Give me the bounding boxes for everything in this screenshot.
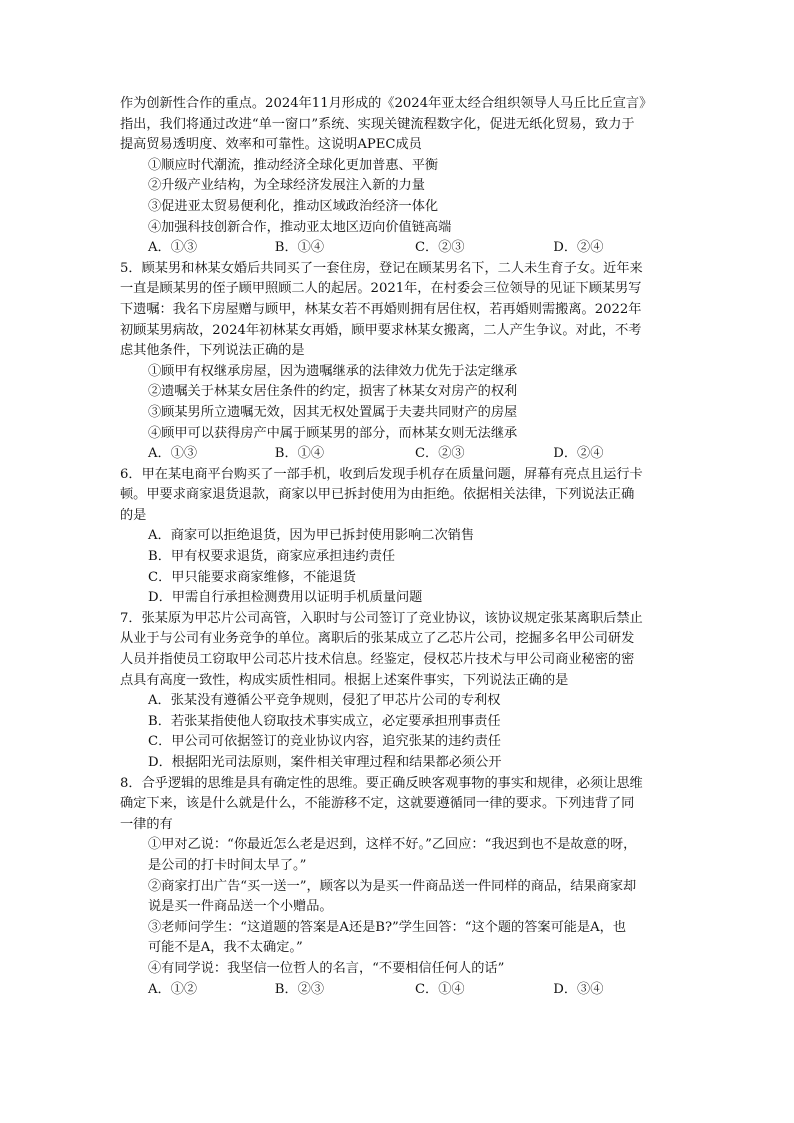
stem-line: 指出，我们将通过改进“单一窗口”系统、实现关键流程数字化，促进无纸化贸易，致力于 [120, 116, 635, 132]
choice-b: B．若张某指使他人窃取技术事实成立，必定要承担刑事责任 [148, 713, 501, 729]
exam-content [120, 94, 680, 1000]
statement-item: ④加强科技创新合作，推动亚太地区迈向价值链高端 [148, 219, 452, 235]
statement-item: ②升级产业结构，为全球经济发展注入新的力量 [148, 178, 425, 194]
choice-b: B．甲有权要求退货，商家应承担违约责任 [148, 549, 396, 565]
statement-item-continued: 是公司的打卡时间太早了。” [148, 857, 307, 873]
choice-a: A．张某没有遵循公平竞争规则，侵犯了甲芯片公司的专利权 [148, 693, 501, 709]
option-c: C．②③ [414, 240, 465, 256]
choice-d: D．根据阳光司法原则，案件相关审理过程和结果都必须公开 [148, 755, 502, 770]
stem-line: 初顾某男病故，2024年初林某女再婚，顾甲要求林某女搬离，二人产生争议。对此，不考 [120, 322, 642, 338]
question-5 [120, 259, 680, 465]
stem-line: 一律的有 [120, 816, 173, 832]
option-a: A．①② [148, 981, 198, 997]
stem-line: 确定下来，该是什么就是什么，不能游移不定，这就要遵循同一律的要求。下列违背了同 [120, 796, 635, 812]
stem-line: 虑其他条件，下列说法正确的是 [120, 343, 305, 359]
statement-item-continued: 可能不是A，我不太确定。” [148, 940, 303, 956]
statement-item: ③老师问学生：“这道题的答案是A还是B?”学生回答：“这个题的答案可能是A，也 [148, 919, 627, 935]
option-b: B．①④ [274, 240, 325, 256]
stem-line: 作为创新性合作的重点。2024年11月形成的《2024年亚太经合组织领导人马丘比丘宣言》 [120, 96, 653, 111]
stem-line: 6．甲在某电商平台购买了一部手机，收到后发现手机存在质量问题，屏幕有亮点且运行卡 [120, 466, 643, 482]
statement-item: ①甲对乙说：“你最近怎么老是迟到，这样不好。”乙回应：“我迟到也不是故意的呀， [148, 837, 637, 853]
choice-d: D．甲需自行承担检测费用以证明手机质量问题 [148, 590, 423, 606]
statement-item: ①顾甲有权继承房屋，因为遗嘱继承的法律效力优先于法定继承 [148, 363, 518, 379]
option-b: B．①④ [274, 446, 325, 462]
question-6 [120, 465, 680, 609]
option-a: A．①③ [148, 446, 198, 462]
statement-item: ④有同学说：我坚信一位哲人的名言，“不要相信任何人的话” [148, 960, 505, 976]
statement-item: ①顺应时代潮流，推动经济全球化更加普惠、平衡 [148, 157, 439, 173]
stem-line: 7．张某原为甲芯片公司高管，入职时与公司签订了竞业协议，该协议规定张某离职后禁止 [120, 610, 643, 626]
statement-item: ③促进亚太贸易便利化，推动区域政治经济一体化 [148, 198, 439, 214]
choice-a: A．商家可以拒绝退货，因为甲已拆封使用影响二次销售 [148, 528, 475, 544]
statement-item: ③顾某男所立遗嘱无效，因其无权处置属于夫妻共同财产的房屋 [148, 404, 518, 420]
statement-item: ②商家打出广告“买一送一”，顾客以为是买一件商品送一件同样的商品，结果商家却 [148, 878, 637, 894]
stem-line: 点具有高度一致性，构成实质性相同。根据上述案件事实，下列说法正确的是 [120, 672, 569, 688]
option-d: D．②④ [553, 240, 604, 256]
stem-line: 5．顾某男和林某女婚后共同买了一套住房，登记在顾某男名下，二人未生育子女。近年来 [120, 260, 643, 276]
question-7 [120, 609, 680, 774]
statement-item-continued: 说是买一件商品送一个小赠品。 [148, 899, 333, 915]
stem-line: 顿。甲要求商家退货退款，商家以甲已拆封使用为由拒绝。依据相关法律，下列说法正确 [120, 487, 635, 503]
option-a: A．①③ [148, 240, 198, 256]
answer-options [148, 444, 680, 465]
option-c: C．②③ [414, 446, 465, 462]
choice-c: C．甲公司可依据签订的竞业协议内容，追究张某的违约责任 [148, 734, 501, 750]
answer-options [148, 238, 680, 259]
option-d: D．②④ [553, 446, 604, 462]
question-4-continuation [120, 94, 680, 259]
stem-line: 下遗嘱：我名下房屋赠与顾甲，林某女若不再婚则拥有居住权，若再婚则需搬离。2022年 [120, 301, 642, 317]
statement-item: ④顾甲可以获得房产中属于顾某男的部分，而林某女则无法继承 [148, 425, 518, 441]
option-b: B．②③ [274, 981, 325, 997]
statement-item: ②遗嘱关于林某女居住条件的约定，损害了林某女对房产的权利 [148, 384, 518, 400]
answer-options [148, 980, 680, 1001]
stem-line: 8．合乎逻辑的思维是具有确定性的思维。要正确反映客观事物的事实和规律，必须让思维 [120, 775, 643, 791]
stem-line: 从业于与公司有业务竞争的单位。离职后的张某成立了乙芯片公司，挖掘多名甲公司研发 [120, 631, 635, 647]
question-8 [120, 774, 680, 1001]
stem-line: 人员并指使员工窃取甲公司芯片技术信息。经鉴定，侵权芯片技术与甲公司商业秘密的密 [120, 652, 635, 668]
stem-line: 的是 [120, 507, 147, 523]
stem-line: 一直是顾某男的侄子顾甲照顾二人的起居。2021年，在村委会三位领导的见证下顾某男写 [120, 281, 642, 297]
option-d: D．③④ [553, 981, 604, 997]
choice-c: C．甲只能要求商家维修，不能退货 [148, 569, 356, 585]
option-c: C．①④ [414, 981, 465, 997]
stem-line: 提高贸易透明度、效率和可靠性。这说明APEC成员 [120, 137, 422, 153]
